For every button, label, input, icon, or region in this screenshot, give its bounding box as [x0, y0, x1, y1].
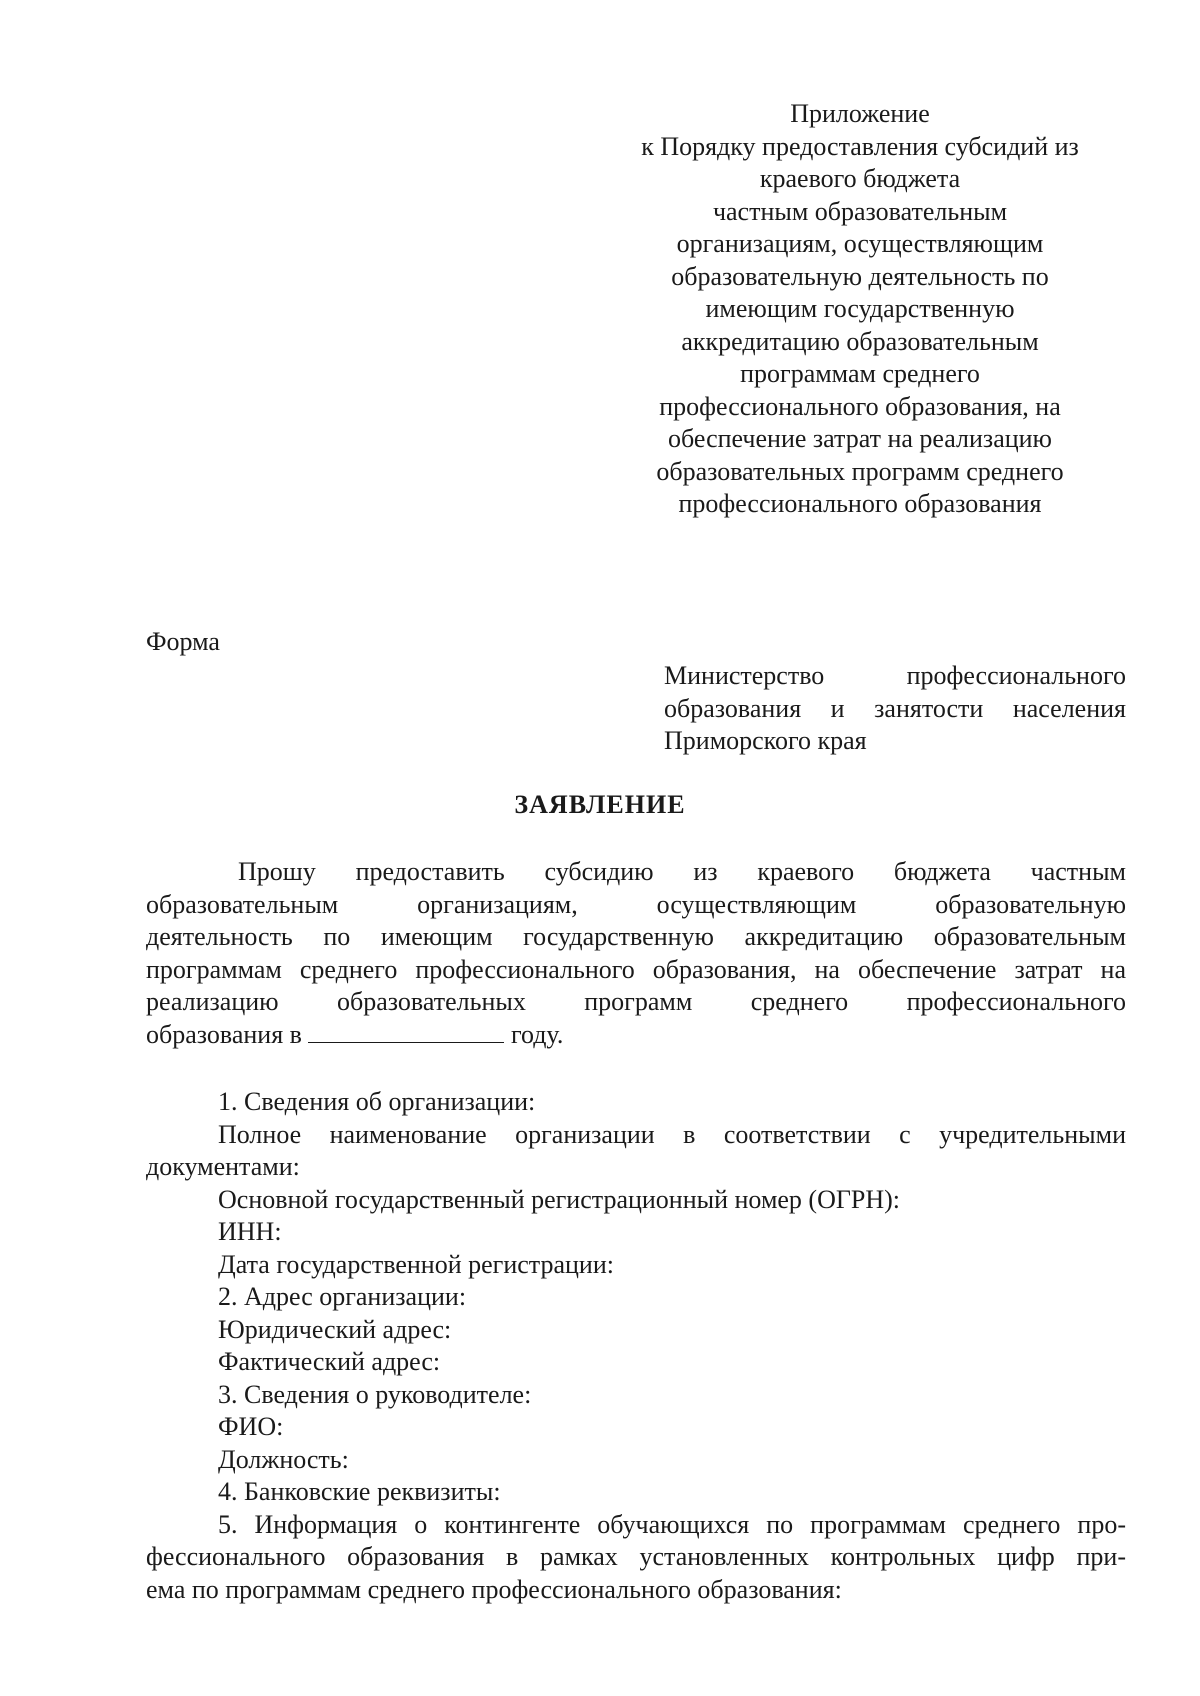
position-label: Должность:	[218, 1444, 349, 1474]
addressee-block	[664, 660, 1126, 758]
annex-line: обеспечение затрат на реализацию	[668, 424, 1052, 453]
ogrn-label: Основной государственный регистрационный номер (ОГРН):	[218, 1184, 901, 1214]
sections-block	[146, 1086, 1126, 1606]
annex-line: образовательных программ среднего	[656, 456, 1064, 486]
annex-line: краевого бюджета	[759, 164, 961, 193]
addressee-line: образования и занятости населения	[664, 693, 1126, 723]
form-label: Форма	[146, 627, 220, 656]
fio-label: ФИО:	[218, 1412, 284, 1441]
legal-address-label: Юридический адрес:	[218, 1314, 452, 1344]
section-4-heading: 4. Банковские реквизиты:	[218, 1477, 501, 1506]
request-line: реализацию образовательных программ среднего профессионального	[146, 987, 1126, 1016]
request-line: программам среднего профессионального образования, на обеспечение затрат на	[146, 954, 1126, 984]
reg-date-label: Дата государственной регистрации:	[218, 1249, 614, 1279]
section-3-heading: 3. Сведения о руководителе:	[218, 1379, 532, 1409]
annex-line: аккредитацию образовательным	[681, 326, 1039, 356]
addressee-line: Приморского края	[664, 726, 867, 755]
annex-line: профессионального образования, на	[659, 391, 1061, 421]
section-1-heading: 1. Сведения об организации:	[218, 1087, 536, 1116]
request-line: деятельность по имеющим государственную аккредитацию образовательным	[146, 922, 1126, 951]
annex-line: Приложение	[790, 99, 930, 128]
annex-line: к Порядку предоставления субсидий из	[641, 131, 1079, 161]
annex-line: программам среднего	[740, 359, 980, 388]
request-last-line	[146, 1019, 1126, 1052]
annex-header	[600, 98, 1120, 521]
request-line: образовательным организациям, осуществляющим образовательную	[146, 889, 1126, 919]
request-paragraph	[146, 856, 1126, 1051]
section-5-line: ема по программам среднего профессионального образования:	[146, 1574, 842, 1604]
year-blank-field[interactable]	[308, 1020, 504, 1043]
section-5-line: 5. Информация о контингенте обучающихся по программам среднего про-	[218, 1509, 1126, 1539]
request-year-prefix: образования в	[146, 1019, 302, 1049]
request-year-suffix: году.	[510, 1019, 564, 1049]
actual-address-label: Фактический адрес:	[218, 1347, 441, 1376]
full-name-label: Полное наименование организации в соответствии с учредительными	[218, 1119, 1126, 1149]
addressee-line: Министерство профессионального	[664, 661, 1126, 690]
annex-line: профессионального образования	[678, 489, 1042, 518]
document-title: ЗАЯВЛЕНИЕ	[514, 790, 686, 819]
annex-line: образовательную деятельность по	[671, 261, 1049, 291]
inn-label: ИНН:	[218, 1217, 282, 1246]
full-name-label-cont: документами:	[146, 1152, 300, 1181]
annex-line: организациям, осуществляющим	[676, 229, 1044, 258]
annex-line: имеющим государственную	[705, 294, 1015, 323]
section-2-heading: 2. Адрес организации:	[218, 1282, 467, 1311]
annex-line: частным образовательным	[712, 196, 1008, 226]
request-line: Прошу предоставить субсидию из краевого бюджета частным	[238, 857, 1126, 886]
section-5-line: фессионального образования в рамках установленных контрольных цифр при-	[146, 1542, 1126, 1571]
